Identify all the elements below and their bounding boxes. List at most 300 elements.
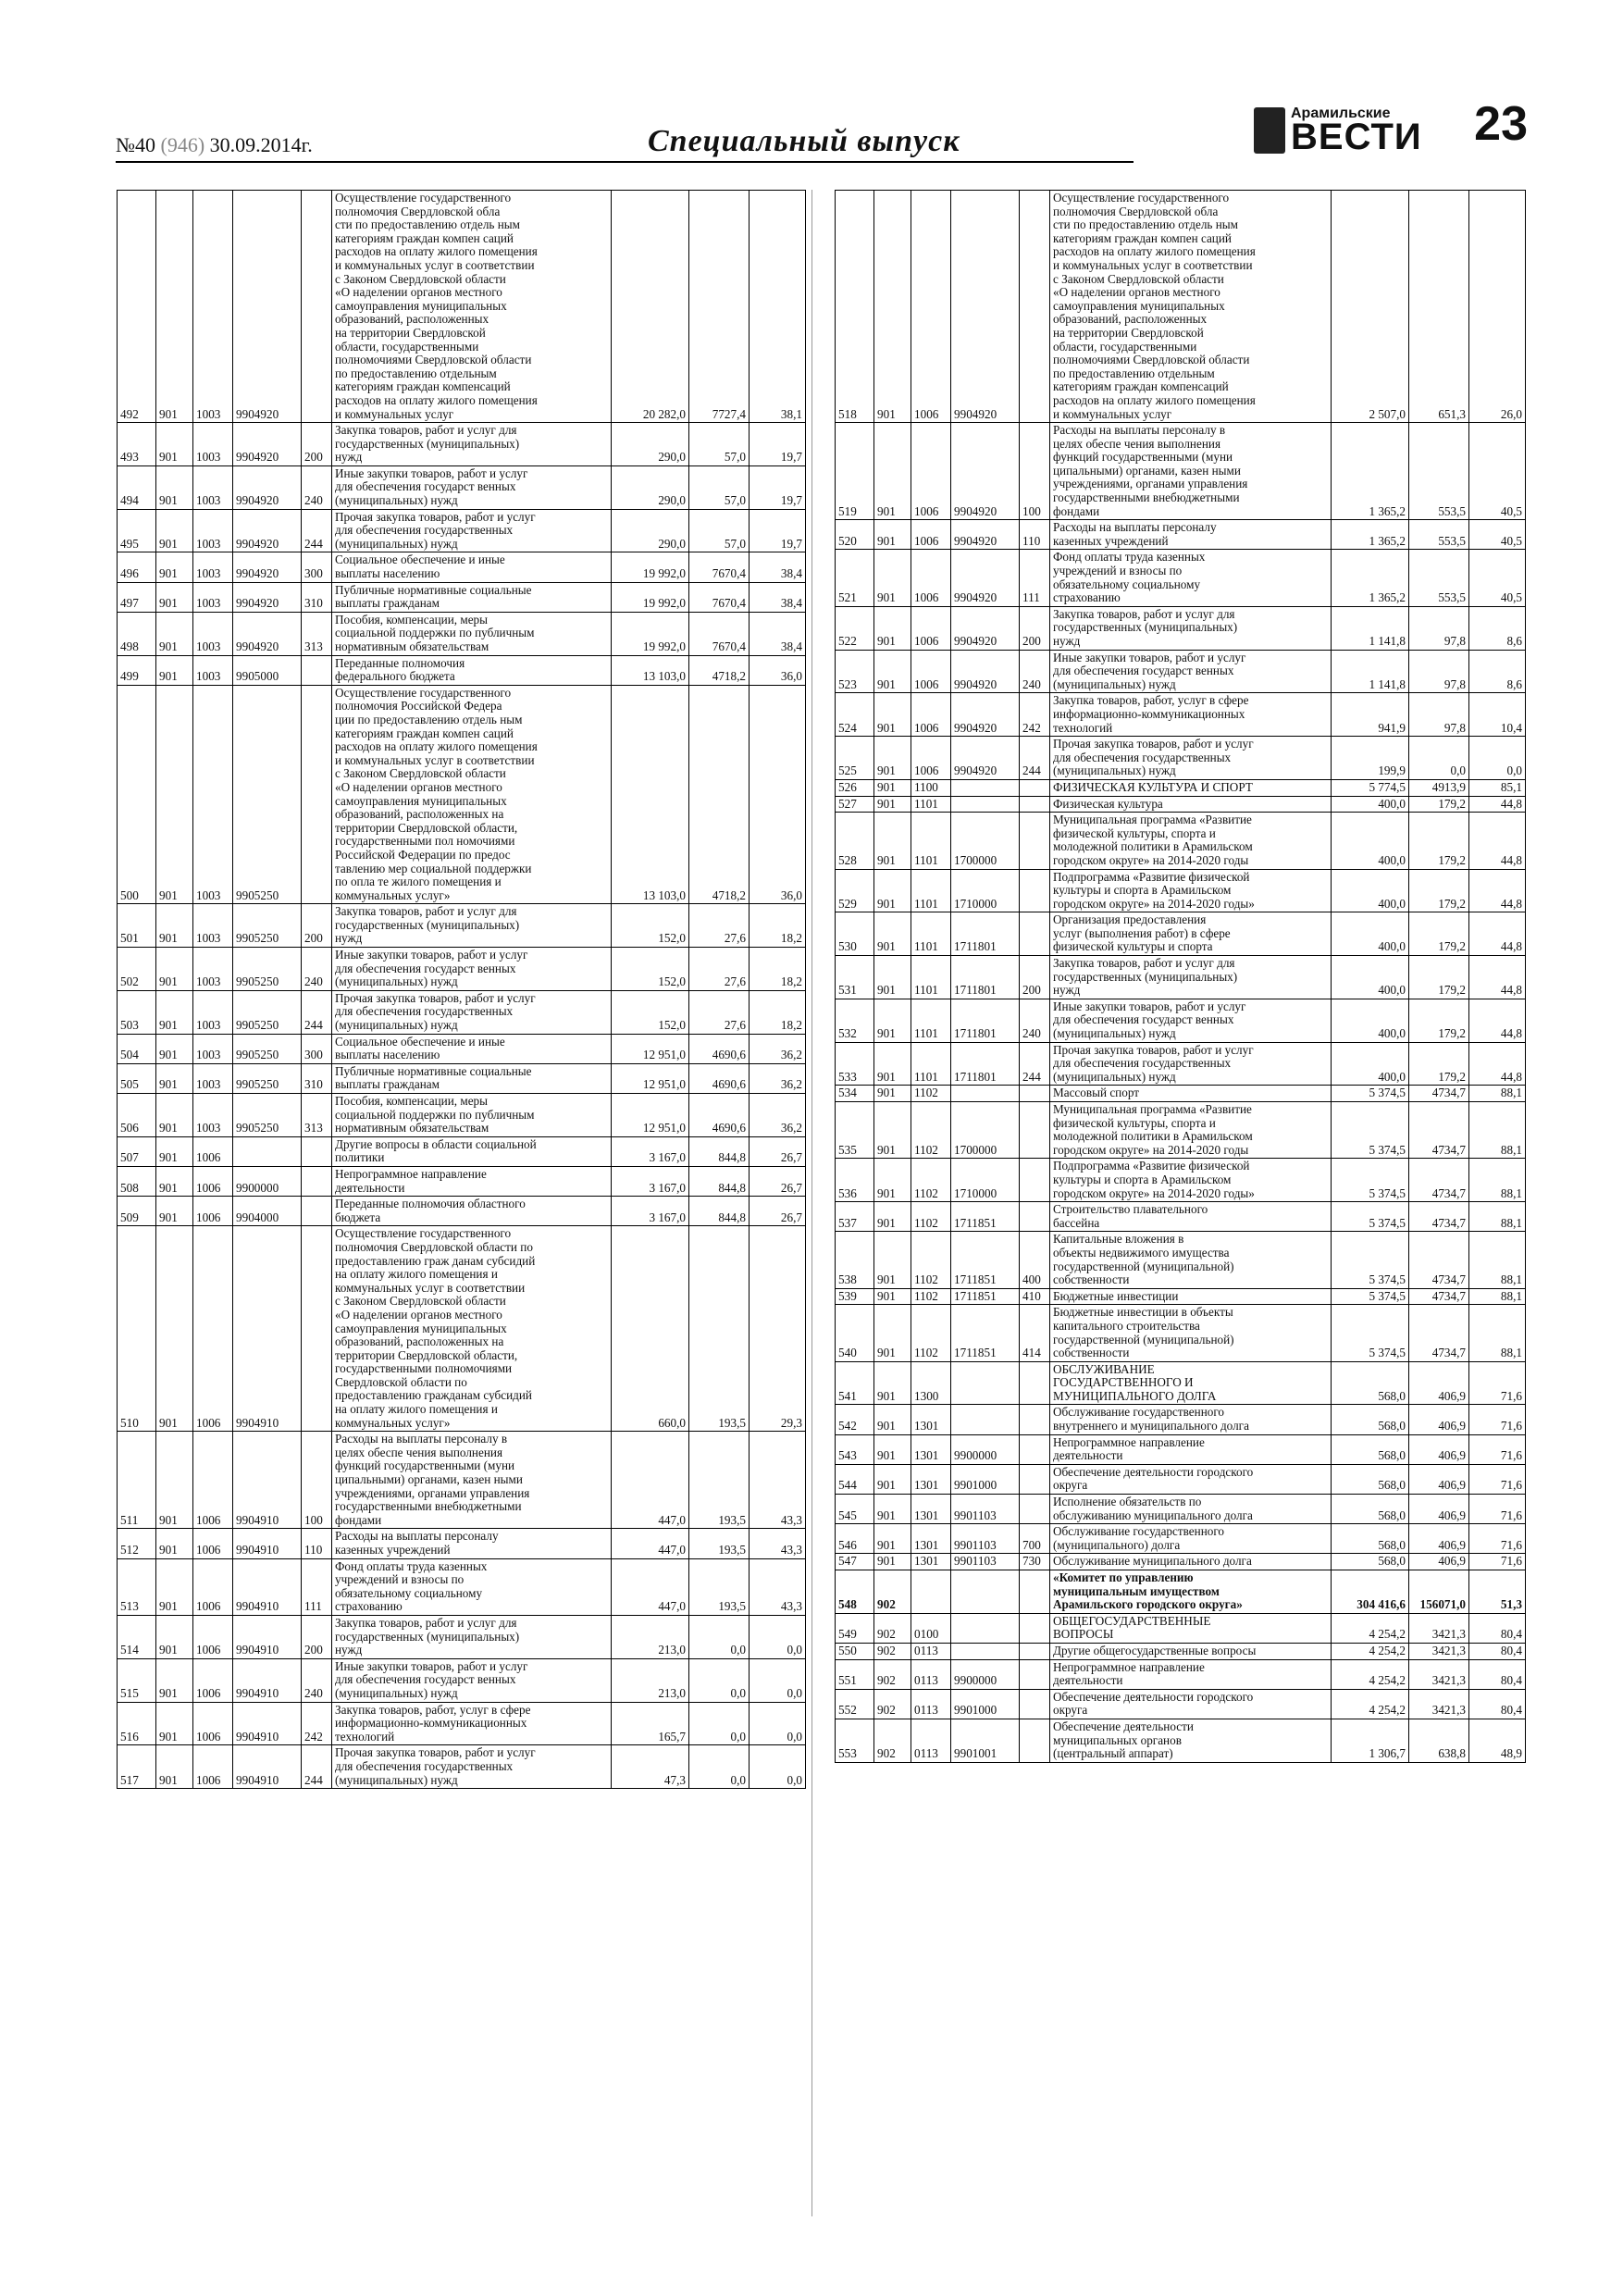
item-description: Расходы на выплаты персоналу в целях обеспе чения выполнения функций государственными (муни ципальными) органами, казен ными учреждениями, органами управления государственными внебюджетными фондами [332,1432,612,1529]
table-row [836,1405,1526,1434]
execution-percent: 44,8 [1469,912,1526,956]
target-code: 9904910 [233,1529,302,1558]
executed-amount: 179,2 [1409,956,1469,999]
item-description: Закупка товаров, работ и услуг для государственных (муниципальных) нужд [332,904,612,948]
target-code: 9901000 [951,1464,1020,1494]
expense-type [302,1166,332,1196]
row-number: 500 [118,685,156,904]
expense-type: 200 [1020,606,1050,650]
section-code: 1006 [911,550,951,606]
ministry-code: 901 [874,779,911,796]
expense-type: 310 [302,1063,332,1093]
ministry-code: 901 [874,1464,911,1494]
executed-amount: 406,9 [1409,1434,1469,1464]
execution-percent: 88,1 [1469,1086,1526,1102]
target-code: 1710000 [951,869,1020,912]
planned-amount: 5 374,5 [1332,1232,1409,1288]
row-number: 513 [118,1558,156,1615]
table-row [118,1529,806,1558]
expense-type: 244 [302,1745,332,1789]
executed-amount: 3421,3 [1409,1643,1469,1659]
section-code: 1301 [911,1495,951,1524]
expense-type [1020,813,1050,869]
row-number: 511 [118,1432,156,1529]
planned-amount: 47,3 [612,1745,689,1789]
execution-percent: 26,7 [750,1197,806,1226]
table-row [836,956,1526,999]
section-code: 1101 [911,813,951,869]
executed-amount: 3421,3 [1409,1613,1469,1643]
execution-percent: 80,4 [1469,1613,1526,1643]
expense-type [1020,796,1050,813]
target-code: 9904910 [233,1558,302,1615]
table-row [836,1464,1526,1494]
ministry-code: 901 [874,1434,911,1464]
row-number: 542 [836,1405,874,1434]
item-description: Обеспечение деятельности городского округа [1050,1464,1332,1494]
table-row [836,1361,1526,1405]
planned-amount: 5 374,5 [1332,1202,1409,1232]
execution-percent: 36,2 [750,1063,806,1093]
ministry-code: 901 [874,693,911,737]
item-description: Закупка товаров, работ, услуг в сфере информационно-коммуникационных технологий [332,1702,612,1745]
planned-amount: 12 951,0 [612,1094,689,1137]
row-number: 552 [836,1689,874,1719]
expense-type [302,655,332,685]
planned-amount: 400,0 [1332,956,1409,999]
ministry-code: 901 [156,1558,193,1615]
row-number: 502 [118,948,156,991]
execution-percent: 71,6 [1469,1495,1526,1524]
execution-percent: 38,1 [750,191,806,423]
expense-type: 240 [302,465,332,509]
item-description: ОБСЛУЖИВАНИЕ ГОСУДАРСТВЕННОГО И МУНИЦИПАЛЬНОГО ДОЛГА [1050,1361,1332,1405]
ministry-code: 901 [156,1197,193,1226]
item-description: Фонд оплаты труда казенных учреждений и взносы по обязательному социальному страхованию [332,1558,612,1615]
execution-percent: 18,2 [750,904,806,948]
execution-percent: 40,5 [1469,423,1526,520]
ministry-code: 901 [874,550,911,606]
execution-percent: 88,1 [1469,1202,1526,1232]
item-description: Обеспечение деятельности муниципальных органов (центральный аппарат) [1050,1719,1332,1762]
section-code: 1102 [911,1086,951,1102]
executed-amount: 406,9 [1409,1524,1469,1554]
executed-amount: 4690,6 [689,1063,750,1093]
executed-amount: 0,0 [689,1658,750,1702]
expense-type [1020,1405,1050,1434]
ministry-code: 901 [874,1102,911,1159]
ministry-code: 901 [156,1615,193,1658]
item-description: Бюджетные инвестиции [1050,1288,1332,1305]
expense-type: 730 [1020,1554,1050,1570]
planned-amount: 660,0 [612,1226,689,1432]
issue-number: №40 [116,133,155,156]
table-row [118,1658,806,1702]
section-code: 1101 [911,796,951,813]
planned-amount: 568,0 [1332,1405,1409,1434]
ministry-code: 901 [156,1094,193,1137]
expense-type [302,1197,332,1226]
planned-amount: 447,0 [612,1558,689,1615]
table-row [836,1554,1526,1570]
ministry-code: 901 [874,1202,911,1232]
planned-amount: 165,7 [612,1702,689,1745]
row-number: 518 [836,191,874,423]
row-number: 516 [118,1702,156,1745]
table-row [118,1034,806,1063]
executed-amount: 97,8 [1409,693,1469,737]
table-row [836,779,1526,796]
budget-table-right [835,190,1526,1763]
target-code [233,1136,302,1166]
executed-amount: 179,2 [1409,869,1469,912]
table-row [836,1689,1526,1719]
ministry-code: 901 [156,509,193,552]
execution-percent: 88,1 [1469,1288,1526,1305]
row-number: 522 [836,606,874,650]
executed-amount: 193,5 [689,1226,750,1432]
section-code: 1003 [193,655,233,685]
execution-percent: 44,8 [1469,956,1526,999]
section-code: 1101 [911,999,951,1042]
row-number: 526 [836,779,874,796]
section-code: 0100 [911,1613,951,1643]
target-code: 9901103 [951,1524,1020,1554]
item-description: Пособия, компенсации, меры социальной поддержки по публичным нормативным обязательствам [332,1094,612,1137]
expense-type: 111 [302,1558,332,1615]
execution-percent: 71,6 [1469,1464,1526,1494]
executed-amount: 27,6 [689,904,750,948]
ministry-code: 902 [874,1659,911,1689]
planned-amount: 19 992,0 [612,582,689,612]
item-description: Муниципальная программа «Развитие физической культуры, спорта и молодежной политики в Арамильском городском округе» на 2014-2020 годы [1050,813,1332,869]
planned-amount: 400,0 [1332,796,1409,813]
expense-type [1020,1086,1050,1102]
planned-amount: 199,9 [1332,737,1409,780]
target-code: 9904920 [233,582,302,612]
row-number: 523 [836,650,874,693]
execution-percent: 71,6 [1469,1524,1526,1554]
section-code: 1102 [911,1202,951,1232]
planned-amount: 5 374,5 [1332,1086,1409,1102]
table-row [836,912,1526,956]
section-code: 1006 [193,1745,233,1789]
target-code: 9904920 [951,550,1020,606]
planned-amount: 400,0 [1332,869,1409,912]
expense-type: 240 [302,1658,332,1702]
ministry-code: 901 [156,1034,193,1063]
item-description: Прочая закупка товаров, работ и услуг для обеспечения государственных (муниципальных) нужд [332,1745,612,1789]
item-description: Обслуживание государственного (муниципального) долга [1050,1524,1332,1554]
table-row [118,655,806,685]
expense-type: 110 [1020,520,1050,550]
section-code: 1301 [911,1554,951,1570]
planned-amount: 19 992,0 [612,552,689,582]
planned-amount: 13 103,0 [612,655,689,685]
execution-percent: 88,1 [1469,1159,1526,1202]
section-code: 1006 [193,1615,233,1658]
item-description: Осуществление государственного полномочия Свердловской обла сти по предоставлению отдель ным категориям граждан компен саций расходов на оплату жилого помещения и коммунальных услуг в соответствии с Законом Свердловской области «О наделении органов местного самоуправления муниципальных образований, расположенных на территории Свердловской области, государственными полномочиями Свердловской области по предоставлению отдельным категориям граждан компенсаций расходов на оплату жилого помещения и коммунальных услуг [332,191,612,423]
item-description: ОБЩЕГОСУДАРСТВЕННЫЕ ВОПРОСЫ [1050,1613,1332,1643]
row-number: 514 [118,1615,156,1658]
target-code: 9904910 [233,1615,302,1658]
table-row [118,1615,806,1658]
ministry-code: 901 [874,1288,911,1305]
ministry-code: 901 [156,655,193,685]
ministry-code: 901 [874,423,911,520]
executed-amount: 4734,7 [1409,1288,1469,1305]
execution-percent: 44,8 [1469,999,1526,1042]
row-number: 543 [836,1434,874,1464]
execution-percent: 38,4 [750,582,806,612]
target-code: 9904910 [233,1226,302,1432]
target-code [951,1613,1020,1643]
expense-type [1020,1570,1050,1614]
row-number: 546 [836,1524,874,1554]
executed-amount: 4734,7 [1409,1232,1469,1288]
expense-type: 313 [302,1094,332,1137]
execution-percent: 8,6 [1469,606,1526,650]
section-code: 1102 [911,1232,951,1288]
row-number: 498 [118,612,156,655]
section-code: 0113 [911,1643,951,1659]
table-row [836,1613,1526,1643]
row-number: 520 [836,520,874,550]
table-row [836,191,1526,423]
target-code: 9904920 [233,191,302,423]
section-code: 1101 [911,869,951,912]
table-row [118,1702,806,1745]
executed-amount: 57,0 [689,423,750,466]
expense-type: 200 [1020,956,1050,999]
section-code: 1102 [911,1102,951,1159]
item-description: Осуществление государственного полномочия Российской Федера ции по предоставлению отдель ным категориям граждан компен саций расходов на оплату жилого помещения и коммунальных услуг в соответствии с Законом Свердловской области «О наделении органов местного самоуправления муниципальных образований, расположенных на территории Свердловской области, государственными пол номочиями Российской Федерации по предос тавлению мер социальной поддержки по опла те жилого помещения и коммунальных услуг» [332,685,612,904]
executed-amount: 7727,4 [689,191,750,423]
table-row [836,423,1526,520]
target-code: 9904910 [233,1745,302,1789]
item-description: Иные закупки товаров, работ и услуг для обеспечения государст венных (муниципальных) нужд [332,948,612,991]
execution-percent: 43,3 [750,1432,806,1529]
executed-amount: 406,9 [1409,1554,1469,1570]
expense-type [302,1136,332,1166]
item-description: Непрограммное направление деятельности [332,1166,612,1196]
ministry-code: 901 [156,1166,193,1196]
section-title: Специальный выпуск [648,124,960,158]
row-number: 501 [118,904,156,948]
item-description: Публичные нормативные социальные выплаты гражданам [332,582,612,612]
target-code: 1711801 [951,956,1020,999]
execution-percent: 71,6 [1469,1434,1526,1464]
planned-amount: 4 254,2 [1332,1643,1409,1659]
expense-type [1020,869,1050,912]
ministry-code: 901 [874,1524,911,1554]
ministry-code: 901 [156,1432,193,1529]
item-description: Осуществление государственного полномочия Свердловской области по предоставлению граж данам субсидий на оплату жилого помещения и коммунальных услуг в соответствии с Законом Свердловской области «О наделении органов местного самоуправления муниципальных образований, расположенных на территории Свердловской области, государственными полномочиями Свердловской области по предоставлению гражданам субсидий на оплату жилого помещения и коммунальных услуг» [332,1226,612,1432]
expense-type: 110 [302,1529,332,1558]
ministry-code: 901 [156,1658,193,1702]
target-code: 9900000 [951,1659,1020,1689]
table-row [118,1745,806,1789]
planned-amount: 568,0 [1332,1554,1409,1570]
planned-amount: 5 774,5 [1332,779,1409,796]
item-description: ФИЗИЧЕСКАЯ КУЛЬТУРА И СПОРТ [1050,779,1332,796]
expense-type [1020,1434,1050,1464]
target-code: 9905250 [233,1063,302,1093]
target-code: 9905250 [233,904,302,948]
executed-amount: 193,5 [689,1558,750,1615]
expense-type [1020,1102,1050,1159]
target-code: 1700000 [951,1102,1020,1159]
item-description: Подпрограмма «Развитие физической культуры и спорта в Арамильском городском округе» на 2014-2020 годы» [1050,1159,1332,1202]
target-code: 9904910 [233,1658,302,1702]
ministry-code: 901 [874,1554,911,1570]
expense-type: 244 [1020,1042,1050,1086]
section-code: 1003 [193,509,233,552]
planned-amount: 568,0 [1332,1524,1409,1554]
table-row [118,1094,806,1137]
table-row [118,1558,806,1615]
planned-amount: 5 374,5 [1332,1288,1409,1305]
table-row [836,1232,1526,1288]
executed-amount: 4734,7 [1409,1102,1469,1159]
row-number: 553 [836,1719,874,1762]
ministry-code: 901 [874,191,911,423]
row-number: 528 [836,813,874,869]
executed-amount: 97,8 [1409,650,1469,693]
expense-type [302,191,332,423]
table-row [118,1136,806,1166]
table-row [118,904,806,948]
ministry-code: 901 [156,1136,193,1166]
section-code: 1006 [911,650,951,693]
planned-amount: 13 103,0 [612,685,689,904]
row-number: 515 [118,1658,156,1702]
target-code: 1700000 [951,813,1020,869]
planned-amount: 400,0 [1332,813,1409,869]
target-code: 1711851 [951,1288,1020,1305]
item-description: Расходы на выплаты персоналу казенных учреждений [1050,520,1332,550]
expense-type [1020,1689,1050,1719]
executed-amount: 7670,4 [689,612,750,655]
expense-type [1020,1613,1050,1643]
execution-percent: 0,0 [750,1615,806,1658]
ministry-code: 901 [156,948,193,991]
target-code: 9904920 [951,191,1020,423]
execution-percent: 71,6 [1469,1361,1526,1405]
ministry-code: 901 [156,582,193,612]
target-code: 9904920 [233,552,302,582]
section-code: 1003 [193,612,233,655]
target-code: 9905250 [233,1094,302,1137]
ministry-code: 902 [874,1570,911,1614]
row-number: 545 [836,1495,874,1524]
expense-type: 244 [1020,737,1050,780]
planned-amount: 1 365,2 [1332,520,1409,550]
expense-type [1020,1643,1050,1659]
executed-amount: 0,0 [1409,737,1469,780]
section-code: 1006 [911,423,951,520]
row-number: 508 [118,1166,156,1196]
ministry-code: 901 [874,1159,911,1202]
executed-amount: 4690,6 [689,1094,750,1137]
ministry-code: 901 [874,737,911,780]
ministry-code: 901 [156,685,193,904]
planned-amount: 5 374,5 [1332,1102,1409,1159]
executed-amount: 57,0 [689,465,750,509]
table-row [118,465,806,509]
item-description: Подпрограмма «Развитие физической культуры и спорта в Арамильском городском округе» на 2014-2020 годы» [1050,869,1332,912]
execution-percent: 19,7 [750,423,806,466]
planned-amount: 1 306,7 [1332,1719,1409,1762]
item-description: Иные закупки товаров, работ и услуг для обеспечения государст венных (муниципальных) нужд [332,1658,612,1702]
execution-percent: 71,6 [1469,1405,1526,1434]
row-number: 533 [836,1042,874,1086]
item-description: Непрограммное направление деятельности [1050,1434,1332,1464]
planned-amount: 213,0 [612,1658,689,1702]
planned-amount: 1 141,8 [1332,650,1409,693]
expense-type [1020,1159,1050,1202]
executed-amount: 27,6 [689,948,750,991]
executed-amount: 406,9 [1409,1495,1469,1524]
section-code: 1006 [193,1166,233,1196]
target-code: 9900000 [233,1166,302,1196]
row-number: 497 [118,582,156,612]
executed-amount: 844,8 [689,1136,750,1166]
header-rule [116,161,1134,163]
ministry-code: 901 [874,606,911,650]
table-row [118,1197,806,1226]
planned-amount: 568,0 [1332,1464,1409,1494]
execution-percent: 88,1 [1469,1232,1526,1288]
planned-amount: 304 416,6 [1332,1570,1409,1614]
target-code: 1710000 [951,1159,1020,1202]
ministry-code: 901 [156,1063,193,1093]
issue-line [116,133,313,157]
target-code: 9904920 [233,465,302,509]
expense-type [1020,1202,1050,1232]
table-row [836,1659,1526,1689]
ministry-code: 901 [874,999,911,1042]
section-code: 1003 [193,1063,233,1093]
row-number: 551 [836,1659,874,1689]
logo-title: ВЕСТИ [1291,117,1422,157]
target-code: 1711851 [951,1202,1020,1232]
section-code: 1003 [193,685,233,904]
expense-type: 200 [302,904,332,948]
row-number: 547 [836,1554,874,1570]
table-row [118,1166,806,1196]
executed-amount: 4734,7 [1409,1305,1469,1361]
planned-amount: 152,0 [612,990,689,1034]
target-code [951,1086,1020,1102]
execution-percent: 44,8 [1469,813,1526,869]
table-row [118,1226,806,1432]
section-code: 1101 [911,956,951,999]
section-code: 1101 [911,1042,951,1086]
expense-type: 700 [1020,1524,1050,1554]
target-code: 9901103 [951,1495,1020,1524]
item-description: Переданные полномочия федерального бюджета [332,655,612,685]
execution-percent: 80,4 [1469,1659,1526,1689]
section-code: 1301 [911,1464,951,1494]
item-description: Фонд оплаты труда казенных учреждений и взносы по обязательному социальному страхованию [1050,550,1332,606]
section-code: 1003 [193,904,233,948]
ministry-code: 901 [874,796,911,813]
target-code: 9905250 [233,990,302,1034]
executed-amount: 4718,2 [689,685,750,904]
table-row [836,1570,1526,1614]
row-number: 512 [118,1529,156,1558]
